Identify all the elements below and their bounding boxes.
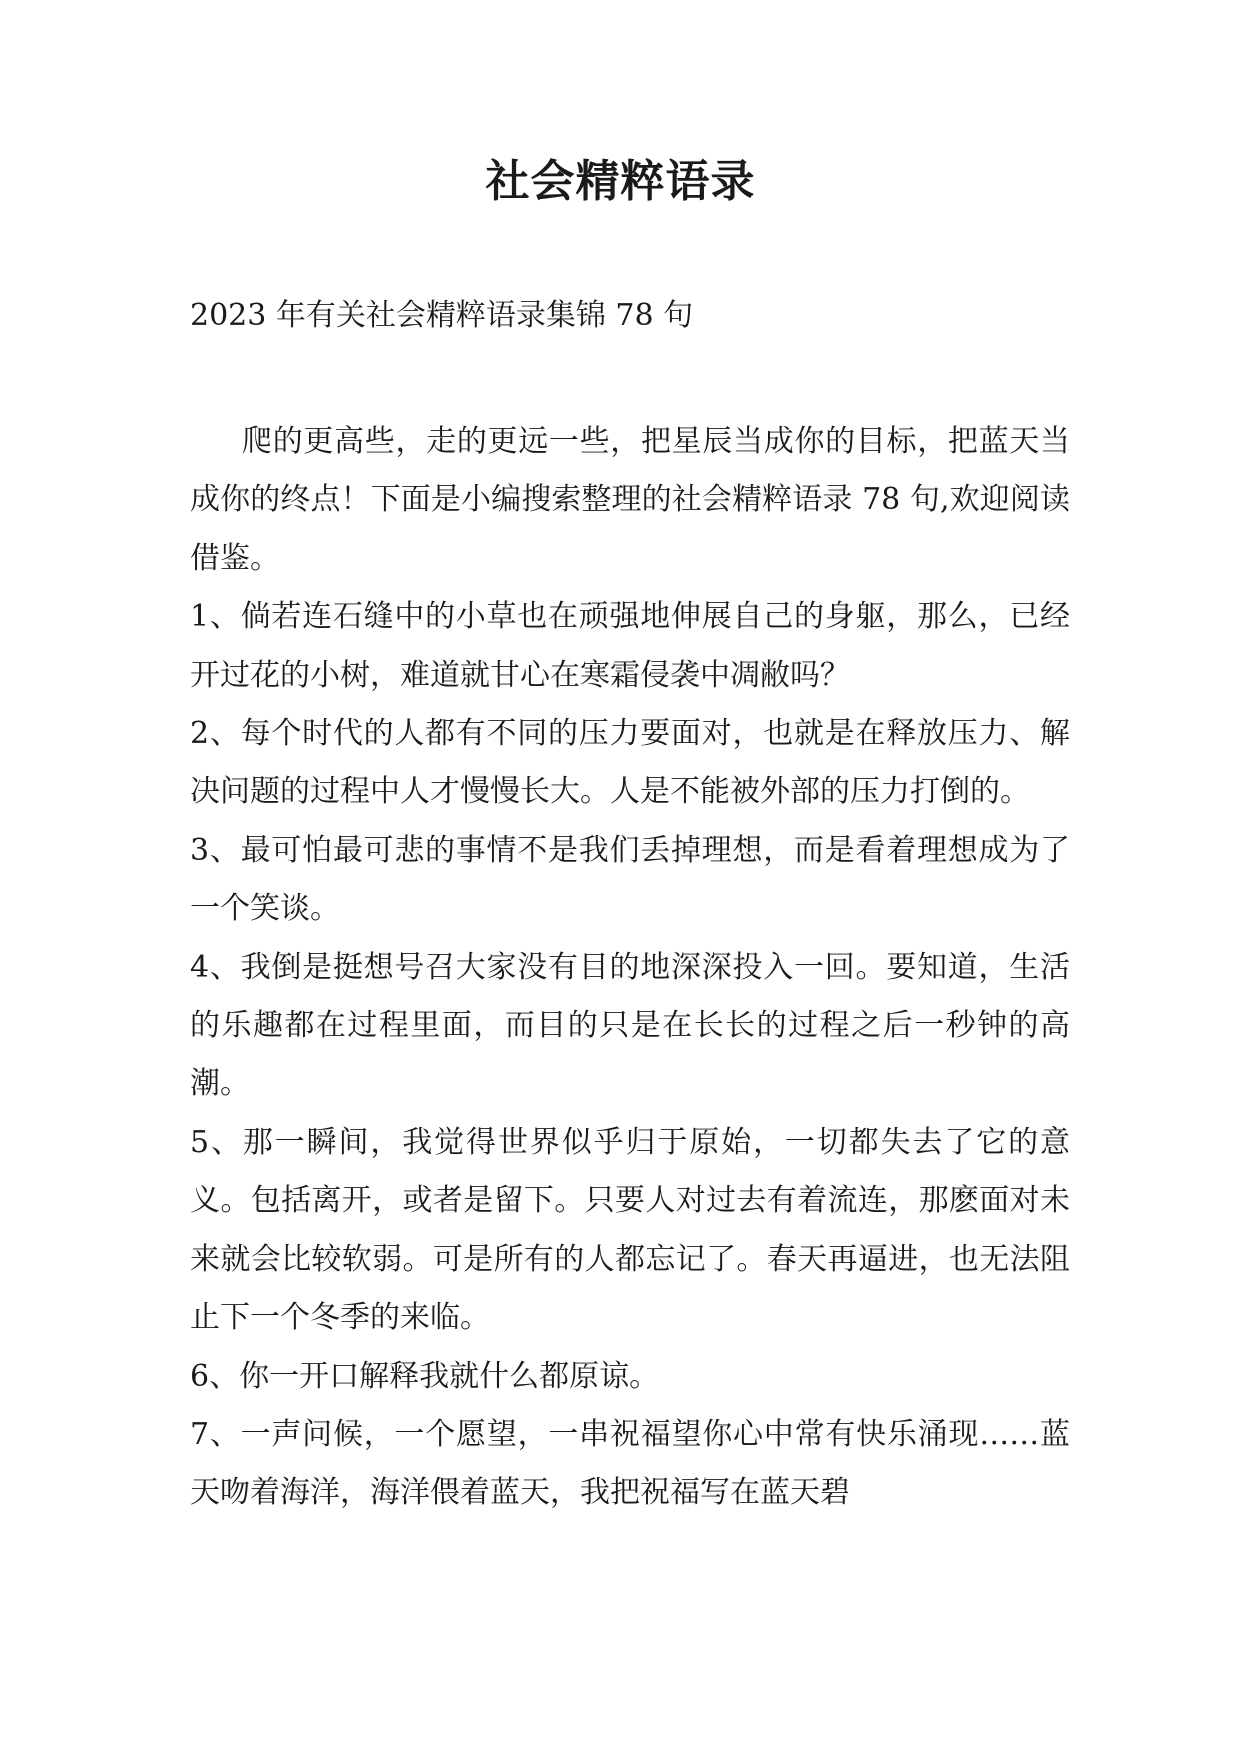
quote-paragraph: 6、你一开口解释我就什么都原谅。 [190,1358,660,1394]
quote-paragraph: 7、一声问候，一个愿望，一串祝福望你心中常有快乐涌现……蓝天吻着海洋，海洋偎着蓝天，我把祝福写在蓝天碧 [190,1416,1070,1511]
document-title: 社会精粹语录 [485,156,756,207]
quote-paragraph: 3、最可怕最可悲的事情不是我们丢掉理想，而是看着理想成为了一个笑谈。 [190,832,1070,927]
quote-paragraph: 5、那一瞬间，我觉得世界似乎归于原始，一切都失去了它的意义。包括离开，或者是留下。只要人对过去有着流连，那麽面对未来就会比较软弱。可是所有的人都忘记了。春天再逼进，也无法阻止下一个冬季的来临。 [190,1124,1070,1336]
quote-paragraph: 2、每个时代的人都有不同的压力要面对，也就是在释放压力、解决问题的过程中人才慢慢长大。人是不能被外部的压力打倒的。 [190,716,1070,810]
intro-paragraph: 爬的更高些，走的更远一些，把星辰当成你的目标，把蓝天当成你的终点！下面是小编搜索整理的社会精粹语录 78 句,欢迎阅读借鉴。 [190,424,1070,576]
document-body [190,413,1070,1523]
quote-paragraph: 1、倘若连石缝中的小草也在顽强地伸展自己的身躯，那么，已经开过花的小树，难道就甘心在寒霜侵袭中凋敝吗？ [190,599,1070,693]
document-subtitle: 2023 年有关社会精粹语录集锦 78 句 [190,298,694,333]
quote-paragraph: 4、我倒是挺想号召大家没有目的地深深投入一回。要知道，生活的乐趣都在过程里面，而目的只是在长长的过程之后一秒钟的高潮。 [190,949,1070,1102]
